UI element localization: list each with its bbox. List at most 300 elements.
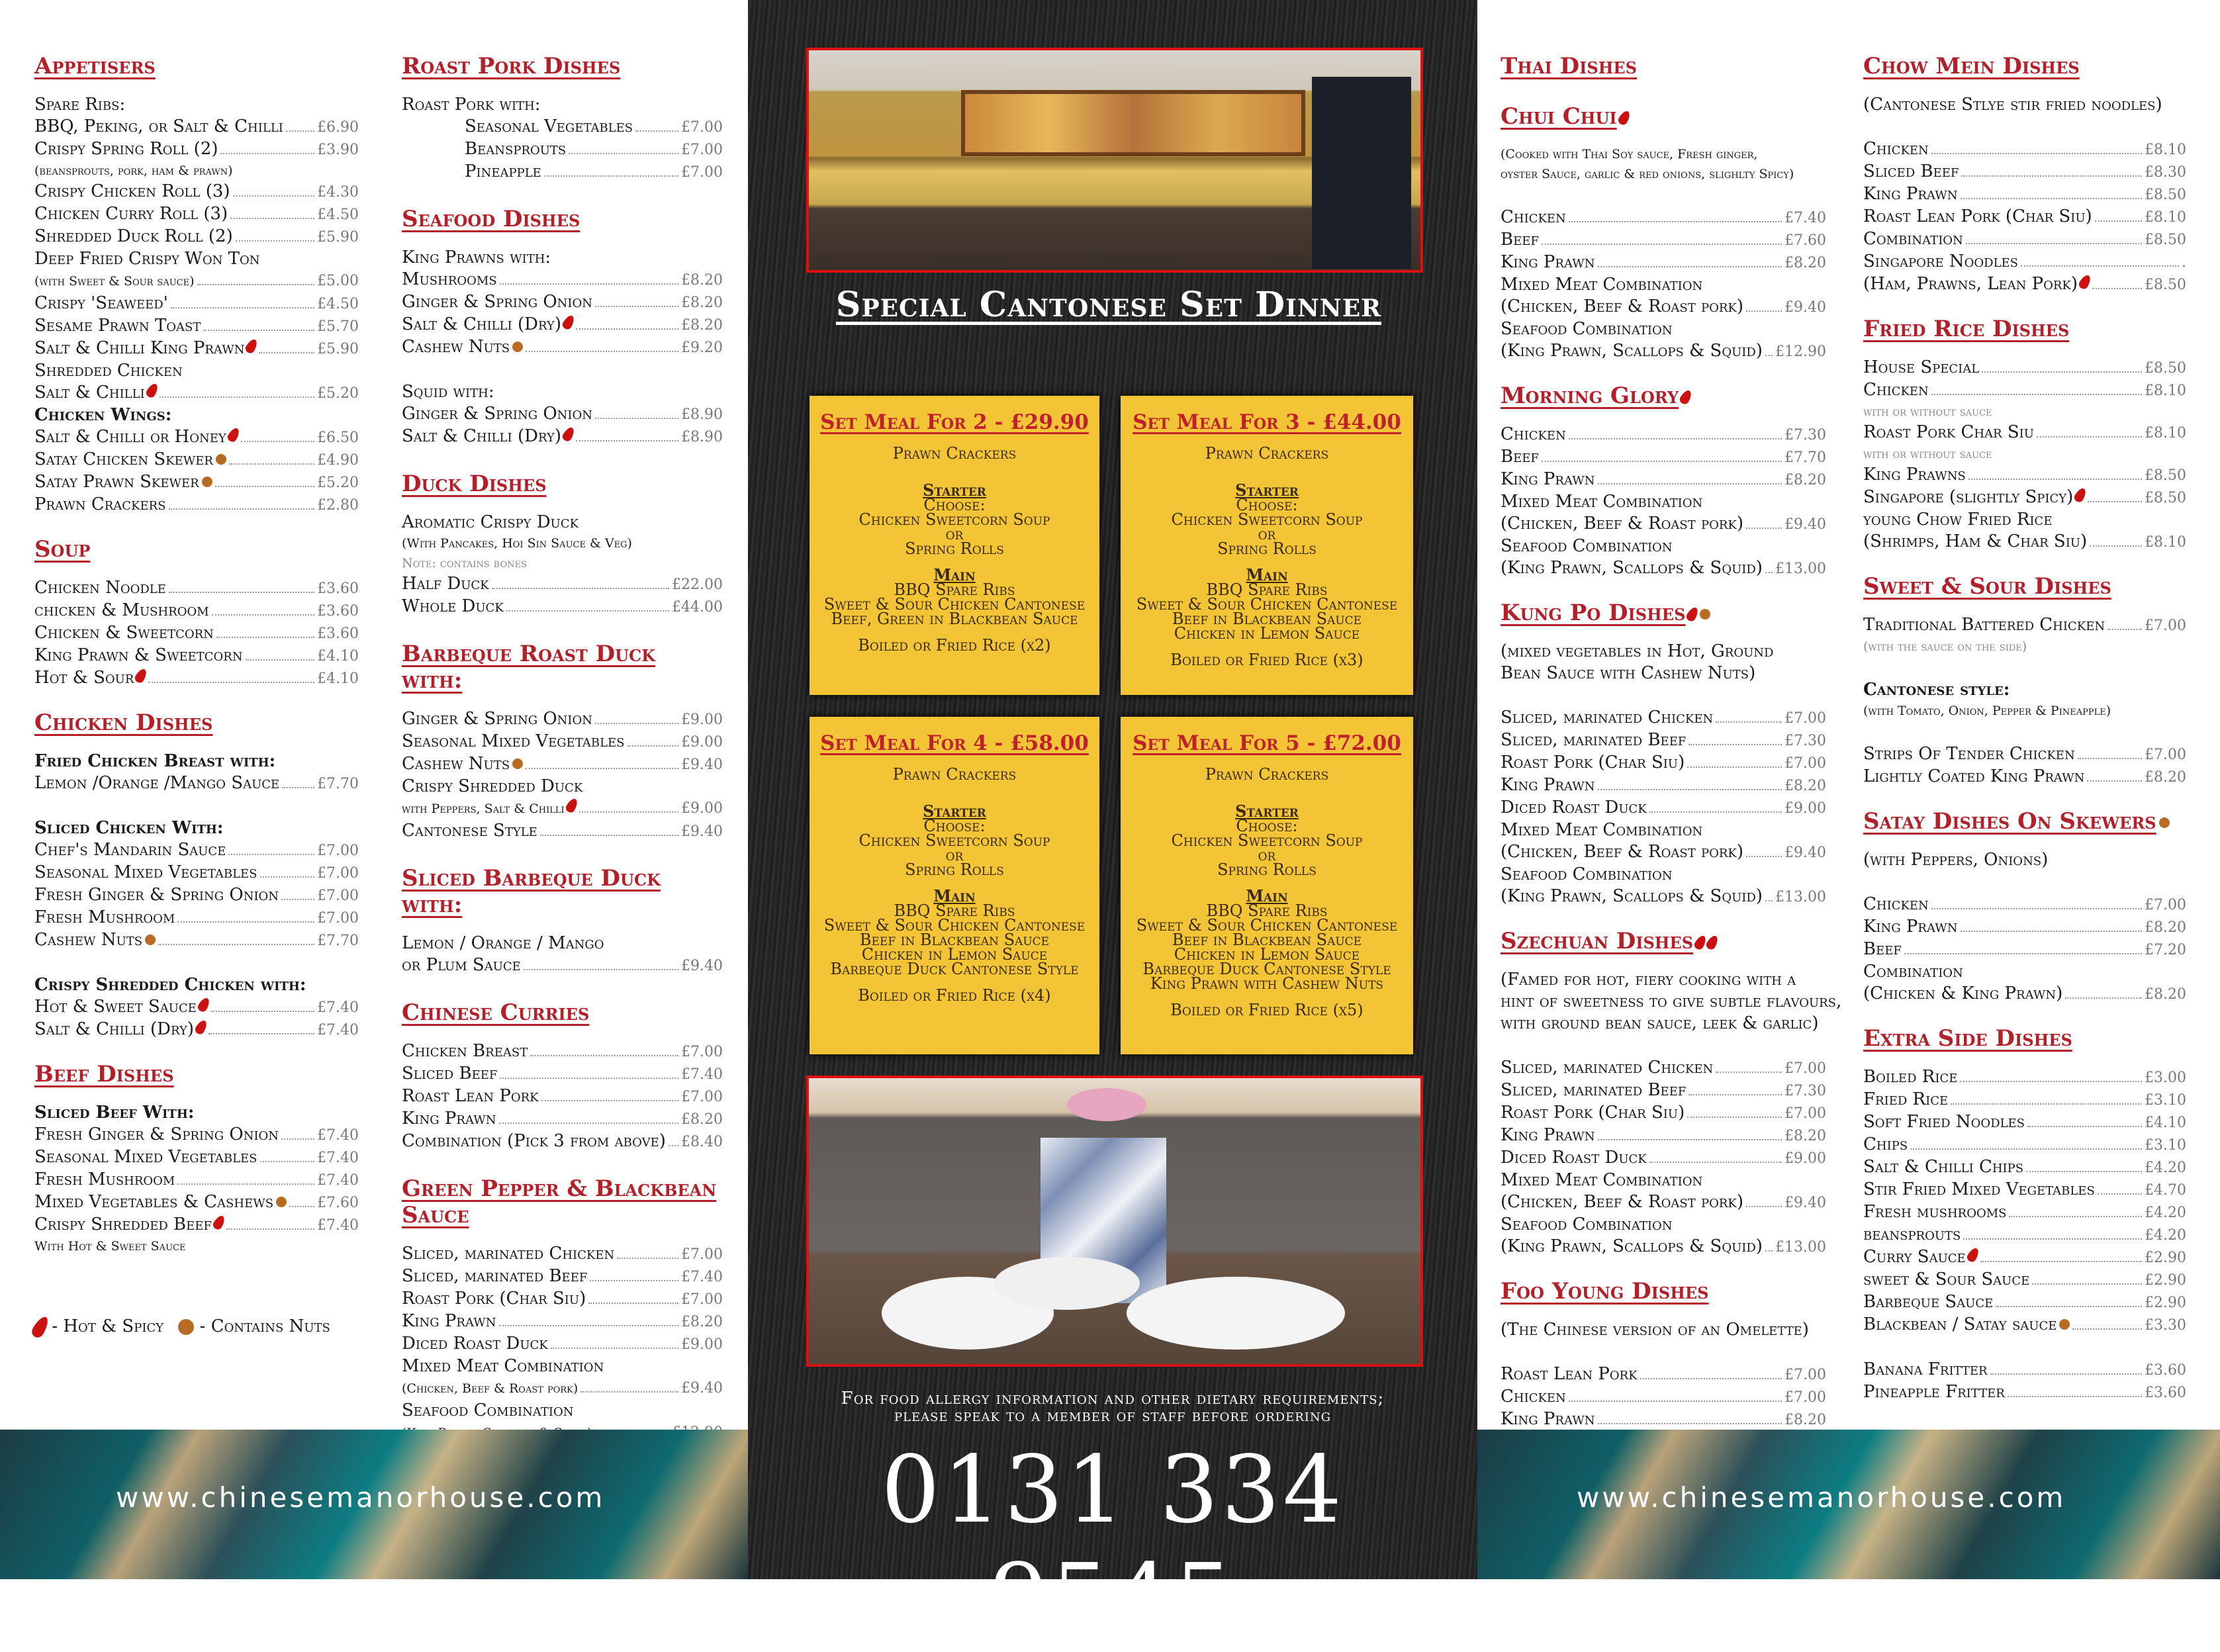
item-price: £3.10 [2145, 1092, 2186, 1109]
item-price: £8.20 [681, 317, 723, 334]
item-price: £7.00 [317, 843, 359, 859]
item-name: (King Prawn, Scallops & Squid) [1501, 341, 1763, 361]
dot-leader [1746, 1206, 1782, 1207]
item-price: £7.00 [1784, 1389, 1826, 1406]
menu-item [1863, 1179, 2186, 1201]
chili-icon [134, 667, 149, 684]
set-main-item: Sweet & Sour Chicken Cantonese [1136, 595, 1398, 614]
item-text: Mixed Meat Combination [1501, 1170, 1703, 1190]
item-name: Curry Sauce [1863, 1247, 1966, 1267]
menu-item [402, 573, 723, 596]
menu-item [34, 929, 359, 952]
item-name: House Special [1863, 357, 1980, 377]
menu-section-friedrice [1863, 316, 2186, 553]
menu-item [1863, 1134, 2186, 1156]
item-price: £5.20 [317, 475, 359, 491]
item-text: hint of sweetness to give subtle flavours, [1501, 991, 1842, 1011]
item-text: Squid with: [402, 382, 494, 402]
menu-item [34, 270, 359, 293]
menu-item [1863, 1201, 2186, 1224]
item-text: Aromatic Crispy Duck [402, 512, 579, 532]
dot-leader [1910, 1148, 2142, 1150]
item-name: Salt & Chilli or Honey [34, 427, 226, 447]
dot-leader [2037, 436, 2142, 437]
set-starter-label: Starter [923, 481, 986, 500]
menu-column-4 [1863, 53, 2186, 1404]
set-main-label: Main [1246, 886, 1288, 905]
menu-section-thai [1501, 53, 1826, 94]
menu-section-szechuan [1501, 928, 1842, 1258]
menu-item [1863, 916, 2186, 939]
dot-leader [1598, 1139, 1782, 1140]
menu-item [1863, 206, 2186, 228]
section-title: Sweet & Sour Dishes [1863, 573, 2111, 600]
item-price: £3.30 [2145, 1317, 2186, 1334]
section-title: Appetisers [34, 53, 156, 79]
chili-icon [2077, 273, 2092, 291]
menu-section-chowmein [1863, 53, 2186, 296]
item-price: £4.90 [317, 452, 359, 469]
website-url-right[interactable]: www.chinesemanorhouse.com [1577, 1481, 2066, 1514]
item-price: £8.10 [2145, 383, 2186, 399]
section-spacer [402, 1026, 723, 1040]
item-price: £6.90 [317, 119, 359, 136]
menu-item [1863, 183, 2186, 206]
menu-item [402, 426, 723, 448]
nut-icon [512, 758, 523, 769]
spacer [1863, 1336, 2186, 1359]
item-text: Seafood Combination [402, 1400, 574, 1420]
spacer [34, 795, 359, 817]
allergy-line-2: please speak to a member of staff before ordering [894, 1406, 1332, 1426]
item-text: (The Chinese version of an Omelette) [1501, 1320, 1809, 1340]
item-price: £7.00 [681, 142, 723, 158]
item-name: Chicken [1863, 139, 1929, 159]
menu-item [402, 1040, 723, 1063]
dot-leader [635, 130, 678, 132]
item-name: Diced Roast Duck [402, 1334, 548, 1354]
dot-leader [499, 1123, 679, 1124]
section-spacer [402, 79, 723, 94]
item-price: £8.30 [2145, 164, 2186, 181]
set-crackers: Prawn Crackers [892, 444, 1017, 463]
item-price: £44.00 [672, 599, 723, 616]
item-price: £6.50 [317, 430, 359, 446]
dot-leader [500, 1078, 678, 1079]
dot-leader [2098, 1193, 2142, 1195]
menu-item [402, 1265, 723, 1288]
dot-leader [1966, 243, 2142, 244]
menu-item [34, 1191, 359, 1214]
section-spacer [1501, 954, 1826, 969]
dot-leader [1716, 721, 1782, 723]
dot-leader [530, 1055, 678, 1056]
menu-section-sweetsour [1863, 573, 2186, 788]
menu-item [34, 315, 359, 338]
dot-leader [1963, 1238, 2142, 1240]
menu-item [1863, 251, 2186, 273]
item-price: £7.00 [317, 865, 359, 882]
menu-item [1501, 1057, 1826, 1079]
item-name: Shredded Duck Roll (2) [34, 226, 233, 246]
menu-item [402, 954, 723, 977]
dot-leader [541, 1100, 678, 1101]
set-rice: Boiled or Fried Rice (x5) [1170, 1001, 1364, 1019]
menu-item [1501, 1191, 1826, 1214]
menu-item [1501, 1386, 1826, 1408]
dot-leader [1598, 1423, 1782, 1424]
item-price: £7.00 [1784, 1060, 1826, 1077]
section-spacer [402, 232, 723, 247]
item-name: Combination (Pick 3 from above) [402, 1131, 666, 1151]
item-name: (King Prawn, Scallops & Squid) [1501, 1236, 1763, 1256]
set-main-item: BBQ Spare Ribs [1206, 901, 1328, 920]
section-spacer [1863, 600, 2186, 614]
set-choose: Choose: [1236, 817, 1298, 835]
menu-item [402, 1130, 723, 1153]
dot-leader [2032, 1283, 2142, 1285]
menu-item [402, 1063, 723, 1085]
item-name: Sliced, marinated Beef [402, 1266, 588, 1286]
item-name: or Plum Sauce [402, 955, 521, 975]
item-name: Sliced, marinated Chicken [402, 1244, 615, 1263]
menu-item [1863, 1111, 2186, 1134]
item-name: Chef's Mandarin Sauce [34, 840, 226, 860]
item-price: £9.40 [1784, 845, 1826, 861]
section-title: Soup [34, 536, 91, 563]
dot-leader [506, 610, 669, 612]
item-name: Ginger & Spring Onion [402, 404, 593, 424]
menu-item [34, 1124, 359, 1146]
set-main-item: Barbeque Duck Cantonese Style [830, 960, 1079, 978]
item-name: beansprouts [1863, 1224, 1961, 1244]
chili-icon [1616, 109, 1632, 126]
dot-leader [220, 153, 314, 154]
item-price: £8.20 [681, 272, 723, 289]
item-name: Salt & Chilli (Dry) [34, 1019, 194, 1039]
item-name: Roast Pork (Char Siu) [402, 1289, 586, 1308]
menu-item [1863, 1156, 2186, 1179]
dot-leader [1960, 1081, 2142, 1082]
item-name: Chicken & Sweetcorn [34, 623, 214, 643]
set-main-label: Main [933, 565, 976, 584]
item-text: Cantonese style: [1863, 680, 2010, 700]
item-name: Mixed Vegetables & Cashews [34, 1192, 274, 1212]
item-note: (with Tomato, Onion, Pepper & Pineapple) [1863, 704, 2111, 718]
menu-item [34, 577, 359, 600]
menu-item [402, 138, 723, 161]
item-name: Pineapple Fritter [1863, 1382, 2005, 1402]
item-name: (King Prawn, Scallops & Squid) [1501, 886, 1763, 906]
menu-item [1863, 1269, 2186, 1291]
dot-leader [171, 307, 314, 308]
dot-leader [499, 1325, 679, 1326]
dot-leader [229, 463, 314, 465]
dot-leader [2009, 1216, 2142, 1217]
dot-leader [526, 351, 678, 352]
menu-section-chicken [34, 710, 359, 1041]
item-price: £4.30 [317, 184, 359, 201]
menu-item [402, 798, 723, 820]
item-name: Sliced Beef [402, 1064, 498, 1083]
item-price: £7.40 [1784, 210, 1826, 226]
spacer [1501, 684, 1826, 707]
item-price: £8.10 [2145, 209, 2186, 226]
dot-leader [282, 787, 314, 788]
item-note: (with the sauce on the side) [1863, 639, 2027, 654]
menu-item [1863, 486, 2186, 509]
item-price: £4.50 [317, 296, 359, 312]
dot-leader [241, 441, 314, 442]
item-name: King Prawn [402, 1311, 496, 1331]
dot-leader [226, 1228, 314, 1230]
section-title: Fried Rice Dishes [1863, 316, 2070, 342]
item-price: £8.20 [2145, 986, 2186, 1003]
section-title: Satay Dishes On Skewers [1863, 808, 2186, 835]
set-crackers: Prawn Crackers [892, 765, 1017, 784]
dot-leader [260, 1161, 315, 1162]
spacer [1863, 721, 2186, 743]
dot-leader [216, 637, 314, 638]
menu-item [34, 1214, 359, 1236]
website-url-left[interactable]: www.chinesemanorhouse.com [116, 1481, 606, 1514]
item-price: £8.20 [1784, 778, 1826, 794]
item-text: Chicken Wings: [34, 405, 172, 425]
item-name: Fried Rice [1863, 1089, 1949, 1109]
item-name: Boiled Rice [1863, 1067, 1958, 1087]
set-or: or [945, 846, 964, 864]
item-price: £9.20 [681, 340, 723, 356]
item-name: King Prawn [1501, 469, 1595, 489]
set-or: or [945, 525, 964, 543]
item-name: Beansprouts [465, 139, 567, 159]
item-price: £7.00 [681, 1246, 723, 1263]
painting [961, 90, 1305, 156]
menu-item [402, 708, 723, 731]
item-price: £8.90 [681, 429, 723, 445]
nut-icon [276, 1197, 287, 1207]
dot-leader [230, 218, 314, 219]
set-rice: Boiled or Fried Rice (x2) [858, 636, 1051, 655]
item-price: £7.00 [1784, 755, 1826, 772]
dot-leader [1716, 1072, 1782, 1073]
dot-leader [281, 899, 314, 900]
item-price: £8.50 [2145, 467, 2186, 484]
menu-item [1863, 464, 2186, 486]
dot-leader [215, 486, 314, 487]
item-price: £8.50 [2145, 360, 2186, 377]
section-spacer [1863, 1052, 2186, 1066]
item-price: £7.40 [681, 1066, 723, 1083]
section-title: Sliced Barbeque Duck with: [402, 865, 661, 918]
item-note: oyster Sauce, garlic & red onions, slighlty Spicy) [1501, 167, 1794, 181]
dot-leader [669, 1145, 678, 1146]
section-title: Morning Glory [1501, 383, 1826, 409]
item-price: £9.40 [681, 1380, 723, 1397]
item-price: £5.70 [317, 318, 359, 335]
set-choose: Choose: [923, 817, 986, 835]
item-name: King Prawn [1501, 1409, 1595, 1429]
dot-leader [246, 659, 314, 661]
item-price: £7.70 [317, 933, 359, 949]
menu-item [1863, 1359, 2186, 1381]
chili-icon [226, 426, 241, 443]
section-title: Beef Dishes [34, 1061, 174, 1087]
item-price: £2.90 [2145, 1295, 2186, 1311]
menu-item [1501, 1079, 1826, 1102]
item-name: sweet & Sour Sauce [1863, 1269, 2030, 1289]
item-name: Half Duck [402, 574, 489, 594]
item-price: £7.40 [317, 1150, 359, 1166]
item-note: (Cooked with Thai Soy sauce, Fresh ginger, [1501, 147, 1758, 161]
dot-leader [169, 508, 314, 510]
section-title: Szechuan Dishes [1501, 928, 1826, 954]
menu-item [34, 338, 359, 360]
menu-item [1863, 1224, 2186, 1246]
dot-leader [590, 1280, 678, 1281]
item-name: (with Sweet & Sour sauce) [34, 274, 195, 289]
set-main-item: BBQ Spare Ribs [894, 901, 1015, 920]
dot-leader [233, 195, 314, 197]
nut-icon [2059, 1319, 2070, 1330]
menu-item [1501, 886, 1826, 908]
item-name: Chicken [1863, 894, 1929, 914]
dot-leader [1961, 198, 2143, 199]
chili-icon [193, 1019, 208, 1036]
set-meal-card-2 [809, 396, 1099, 695]
dot-leader [1931, 394, 2142, 395]
item-text: (mixed vegetables in Hot, Ground [1501, 641, 1774, 661]
spacer [1501, 1034, 1826, 1057]
item-price: £7.40 [317, 1127, 359, 1144]
section-title: Foo Young Dishes [1501, 1278, 1709, 1305]
item-price: £9.40 [681, 958, 723, 974]
set-main-item: Beef, Green in Blackbean Sauce [831, 610, 1078, 628]
dot-leader [1951, 1103, 2142, 1105]
item-price: £9.40 [681, 757, 723, 773]
set-meal-card-4 [809, 717, 1099, 1054]
item-price: £8.20 [1784, 255, 1826, 271]
item-name: Cashew Nuts [34, 930, 143, 950]
dot-leader [1931, 908, 2142, 909]
menu-item [1501, 206, 1826, 229]
menu-column-2 [402, 53, 723, 1444]
menu-item [34, 471, 359, 494]
menu-item [1863, 273, 2186, 296]
nut-icon [512, 342, 523, 352]
menu-item [1863, 1089, 2186, 1111]
menu-item [1863, 1066, 2186, 1089]
dot-leader [208, 1033, 314, 1034]
item-name: Chicken [1501, 207, 1566, 227]
chandelier [1067, 1088, 1146, 1121]
set-main-item: Barbeque Duck Cantonese Style [1142, 960, 1391, 978]
item-text: Crispy Shredded Duck [402, 776, 583, 796]
item-price: £12.90 [1775, 344, 1826, 360]
set-meal-card-5 [1121, 717, 1413, 1054]
phone-number[interactable]: 0131 334 9545 [880, 1436, 1344, 1652]
menu-section-morningglory [1501, 383, 1826, 580]
item-price: £4.10 [317, 670, 359, 687]
section-title: Chow Mein Dishes [1863, 53, 2080, 79]
menu-section-roastpork [402, 53, 723, 183]
set-main-item: BBQ Spare Ribs [894, 580, 1015, 599]
item-text: Seafood Combination [1501, 319, 1673, 339]
menu-item [34, 1146, 359, 1169]
dot-leader [1968, 479, 2142, 480]
set-rolls: Spring Rolls [1217, 539, 1317, 558]
item-name: Whole Duck [402, 596, 504, 616]
item-name: Chicken [1863, 380, 1929, 400]
dot-leader [1996, 1306, 2142, 1307]
item-price: £7.40 [681, 1269, 723, 1285]
set-meal-card-3 [1121, 396, 1413, 695]
section-spacer [1501, 79, 1826, 94]
menu-item [34, 839, 359, 862]
spacer [1863, 871, 2186, 894]
menu-item [34, 382, 359, 404]
item-name: Crispy Shredded Beef [34, 1215, 212, 1234]
chili-icon [196, 996, 211, 1013]
dot-leader [1765, 1250, 1773, 1252]
chili-icon [1693, 934, 1708, 951]
item-text: Mixed Meat Combination [402, 1356, 604, 1376]
section-spacer [1501, 130, 1826, 144]
set-main-item: BBQ Spare Ribs [1206, 580, 1328, 599]
spacer [809, 461, 1099, 483]
menu-item [34, 645, 359, 667]
dot-leader [1688, 1094, 1782, 1095]
item-name: Sliced Beef [1863, 161, 1959, 181]
item-name: Beef [1501, 447, 1539, 467]
menu-item [1863, 1314, 2186, 1336]
menu-section-appetisers [34, 53, 359, 516]
item-name: Salt & Chilli (Dry) [402, 426, 561, 446]
dot-leader [1649, 1162, 1782, 1163]
dot-leader [588, 1303, 678, 1304]
item-price: £7.00 [2145, 747, 2186, 763]
chili-icon [1705, 934, 1720, 951]
item-text: Sliced Chicken With: [34, 818, 224, 838]
item-text: Bean Sauce with Cashew Nuts) [1501, 663, 1756, 683]
item-price: £7.40 [317, 1022, 359, 1038]
item-price: £8.20 [1784, 1128, 1826, 1144]
item-price: £8.90 [681, 406, 723, 423]
dot-leader [1765, 355, 1773, 356]
menu-item [1863, 743, 2186, 766]
section-spacer [1863, 835, 2186, 849]
set-or: or [1258, 846, 1276, 864]
menu-item [1501, 557, 1826, 580]
item-name: Singapore Noodles [1863, 252, 2018, 271]
menu-section-seafood [402, 206, 723, 448]
menu-section-bbqduck [402, 641, 723, 843]
menu-item [34, 203, 359, 226]
spacer [1501, 1341, 1826, 1363]
item-price: £7.00 [681, 119, 723, 136]
dot-leader [197, 284, 314, 285]
item-price: £8.10 [2145, 425, 2186, 441]
item-price: £7.00 [1784, 1105, 1826, 1122]
item-price: £9.40 [1784, 516, 1826, 533]
menu-item [34, 181, 359, 203]
item-price: £9.40 [681, 823, 723, 840]
item-name: Roast Pork (Char Siu) [1501, 1103, 1685, 1123]
item-name: King Prawn & Sweetcorn [34, 645, 243, 665]
menu-item [1863, 1291, 2186, 1314]
menu-item [34, 907, 359, 929]
set-rolls: Spring Rolls [905, 539, 1004, 558]
